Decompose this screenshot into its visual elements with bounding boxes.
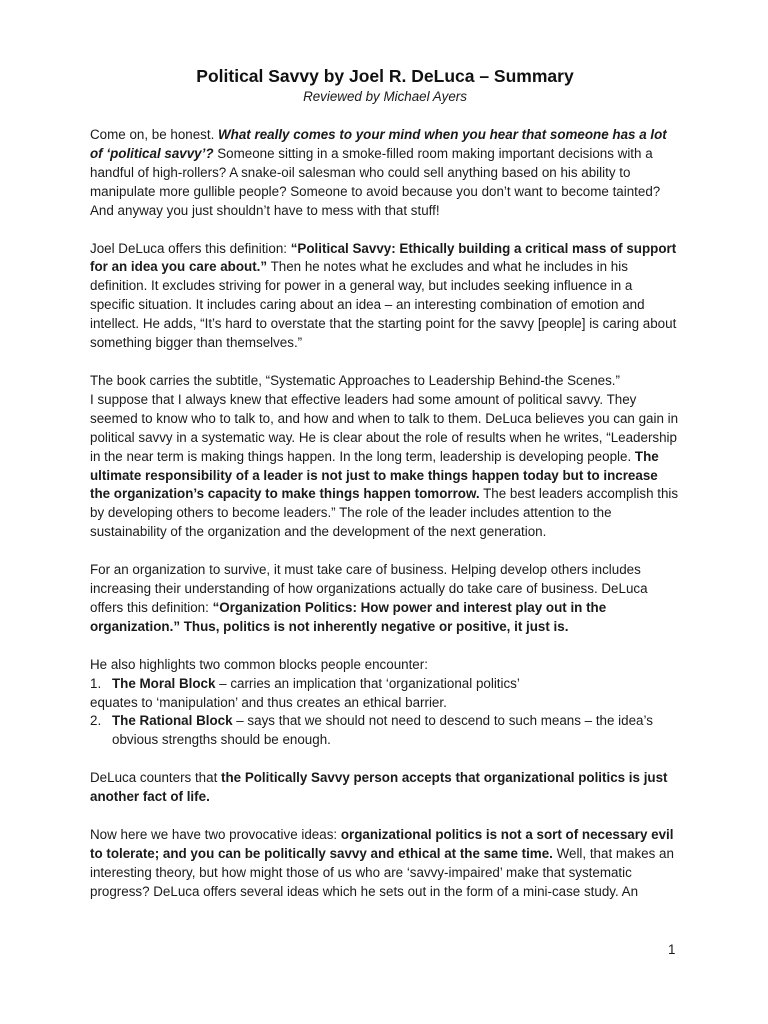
list-item-label: The Moral Block: [112, 675, 216, 691]
list-item-label: The Rational Block: [112, 713, 233, 729]
document-body: [90, 64, 680, 921]
list-item-rational-block: [90, 712, 680, 731]
blocks-intro: He also highlights two common blocks people encounter:: [90, 656, 428, 672]
paragraph-counter: [90, 769, 680, 807]
leader-responsibility-quote: The ultimate responsibility of a leader is not just to make things happen today but to increase the organization’s capacity to make things happen tomorrow.: [90, 448, 659, 502]
paragraph-intro: [90, 126, 680, 221]
paragraph-subtitle-body: I suppose that I always knew that effective leaders had some amount of political savvy. They seemed to know who to talk to, and how and when to talk to them. DeLuca believes you can gain in political savvy in a systematic way. He is clear about the role of results when he writes, “Leadership in the near term is making things happen. In the long term, leadership is developing people.: [90, 391, 679, 464]
paragraph-provocative-rest: Well, that makes an interesting theory, but how might those of us who are ‘savvy-impaired’ make that systematic progress? DeLuca offers several ideas which he sets out in the form of a mini-case study. An: [90, 846, 674, 899]
organization-politics-definition: “Organization Politics: How power and interest play out in the organization.” Thus, politics is not inherently negative or positive, it just is.: [90, 599, 607, 634]
paragraph-intro-text: Come on, be honest.: [90, 127, 219, 142]
list-item-text: – carries an implication that ‘organizational politics’: [215, 675, 520, 691]
list-item-moral-block: [90, 675, 680, 694]
page-number: 1: [668, 942, 676, 957]
paragraph-intro-rest: Someone sitting in a smoke-filled room making important decisions with a handful of high-rollers? A snake-oil salesman who could sell anything based on his ability to manipulate more gullible people? Someone to avoid because you don’t want to become tainted? And anyway you just shouldn’t have to mess with that stuff!: [90, 145, 661, 218]
paragraph-definition: [90, 240, 680, 353]
paragraph-subtitle-rest: The best leaders accomplish this by developing others to become leaders.” The role of the leader includes attention to the sustainability of the organization and the development of the next generation.: [90, 486, 679, 540]
list-item-continuation: equates to ‘manipulation’ and thus creates an ethical barrier.: [90, 694, 447, 710]
paragraph-counter-lead: DeLuca counters that: [90, 770, 222, 786]
political-savvy-definition: “Political Savvy: Ethically building a critical mass of support for an idea you care about.”: [90, 240, 677, 275]
politically-savvy-statement: the Politically Savvy person accepts that organizational politics is just another fact of life.: [90, 770, 668, 805]
paragraph-definition-rest: Then he notes what he excludes and what he includes in his definition. It excludes striving for power in a general way, but includes seeking influence in a specific situation. It includes caring about an idea – an interesting combination of emotion and intellect. He adds, “It’s hard to overstate that the starting point for the savvy [people] is caring about something bigger than themselves.”: [90, 259, 677, 351]
paragraph-provocative: [90, 826, 680, 902]
paragraph-provocative-lead: Now here we have two provocative ideas:: [90, 827, 341, 843]
paragraph-subtitle-lead: The book carries the subtitle, “Systematic Approaches to Leadership Behind-the Scenes.”: [90, 372, 620, 388]
list-item-continuation: obvious strengths should be enough.: [112, 732, 331, 748]
provocative-ideas: organizational politics is not a sort of necessary evil to tolerate; and you can be politically savvy and ethical at the same time.: [90, 827, 674, 861]
list-item-number: 2.: [90, 713, 102, 729]
paragraph-definition-lead: Joel DeLuca offers this definition:: [90, 240, 291, 256]
list-item-number: 1.: [90, 675, 102, 691]
document-subtitle: Reviewed by Michael Ayers: [303, 89, 467, 104]
paragraph-organization: [90, 561, 680, 637]
document-title: Political Savvy by Joel R. DeLuca – Summary: [196, 66, 574, 86]
paragraph-subtitle: [90, 372, 680, 542]
paragraph-organization-lead: For an organization to survive, it must take care of business. Helping develop others includes increasing their understanding of how organizations actually do take care of business. DeLuca offers this definition:: [90, 562, 648, 615]
list-item-text: – says that we should not need to descend to such means – the idea’s: [232, 713, 653, 729]
paragraph-intro-question: What really comes to your mind when you hear that someone has a lot of ‘political savvy’?: [90, 127, 667, 161]
